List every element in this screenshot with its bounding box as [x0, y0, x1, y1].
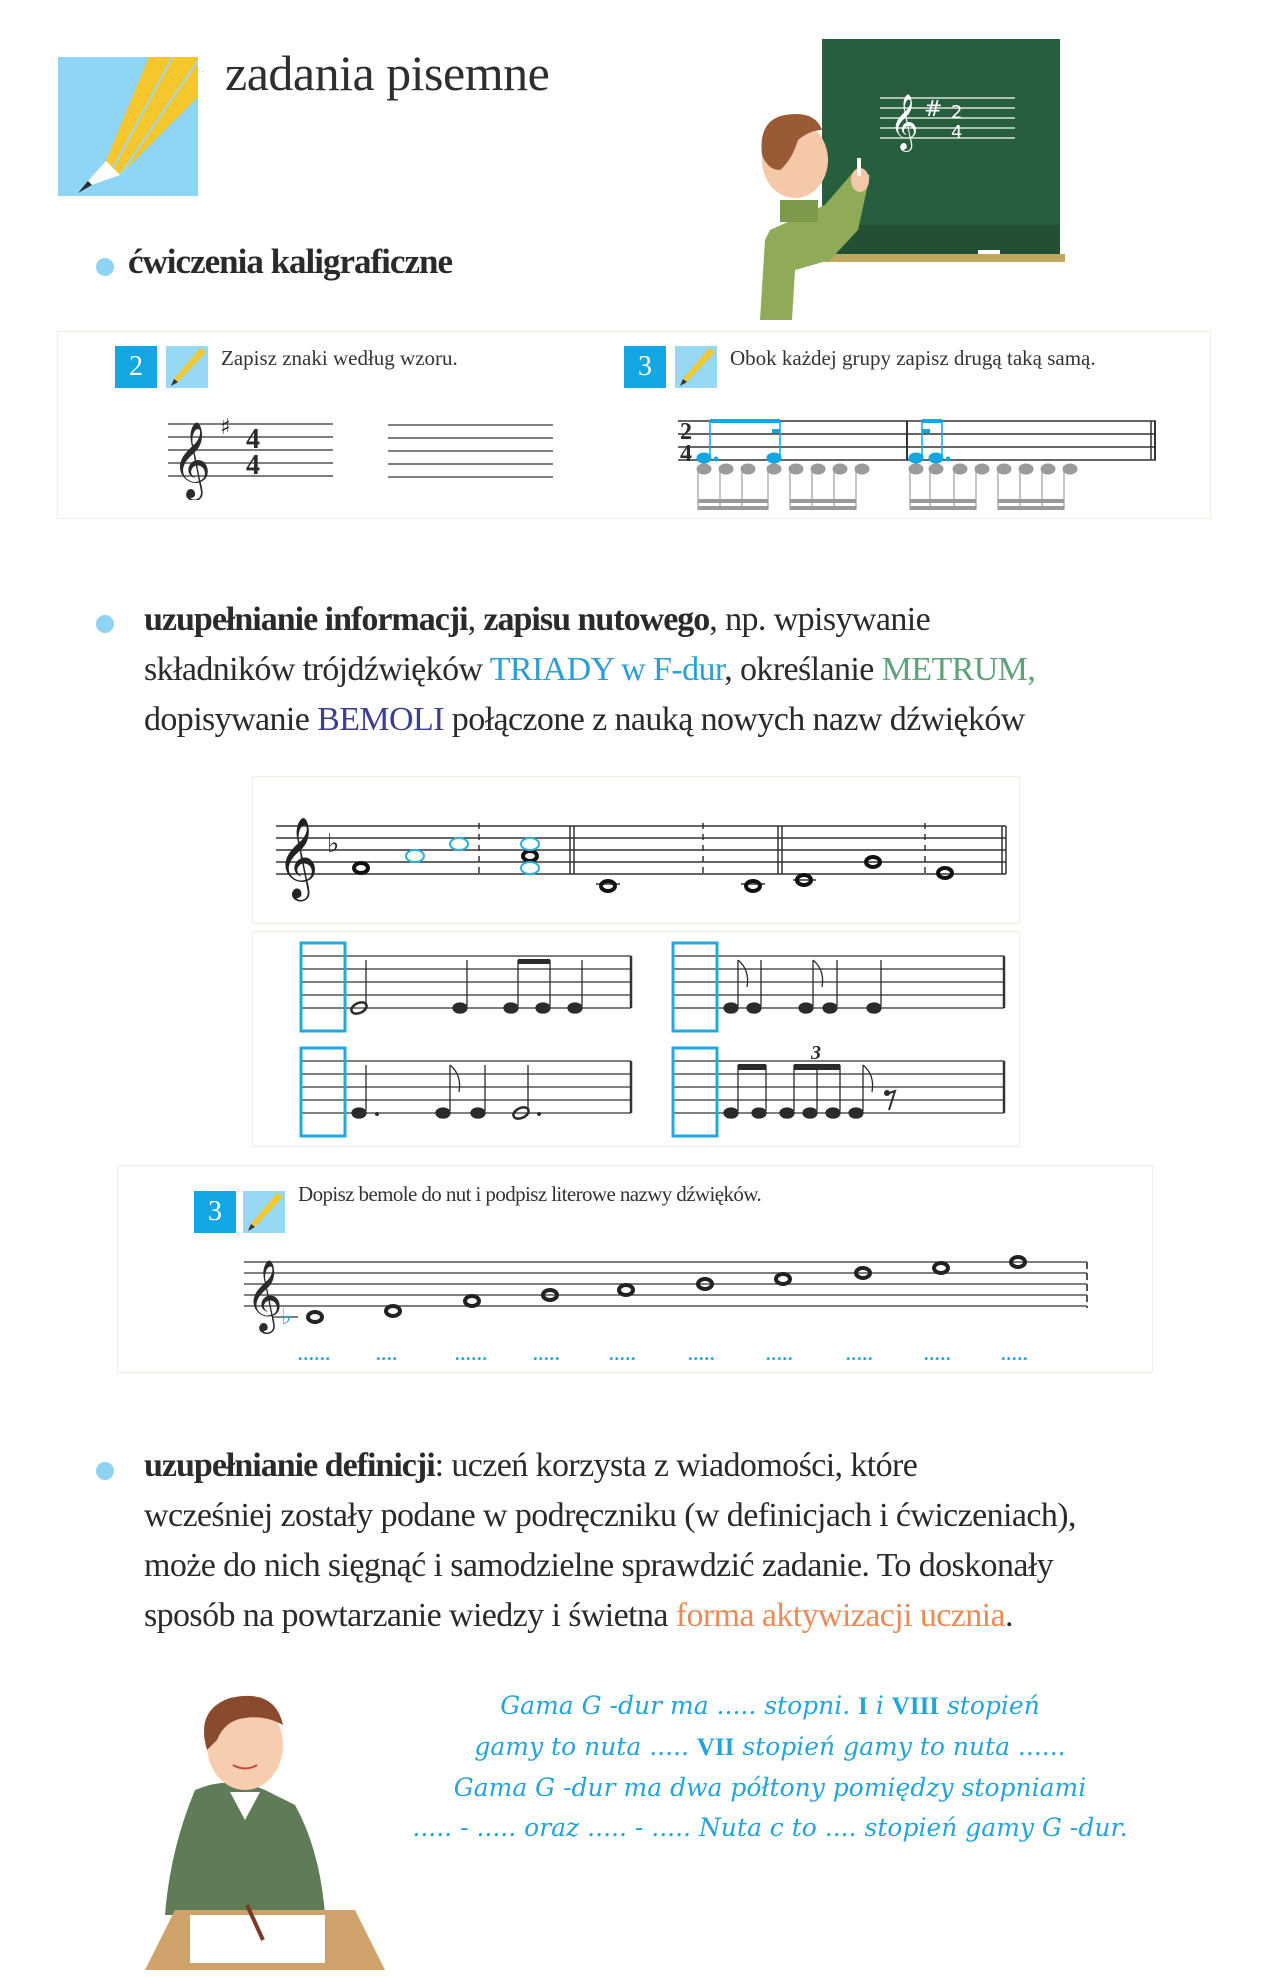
- time-signature-top: 4: [246, 424, 260, 455]
- note-head: [997, 464, 1011, 474]
- svg-text:#: #: [924, 97, 943, 122]
- pencil-icon: [58, 57, 198, 196]
- exercise-instruction: Dopisz bemole do nut i podpisz literowe nazwy dźwięków.: [298, 1182, 762, 1206]
- svg-text:4: 4: [951, 122, 963, 143]
- text: , określanie: [724, 651, 882, 688]
- text: Gama G -dur ma dwa półtony pomiędzy stopniami: [453, 1773, 1087, 1802]
- text: może do nich sięgnąć i samodzielne sprawdzić zadanie. To doskonały: [144, 1547, 1054, 1584]
- note-head: [975, 464, 989, 474]
- page-title: zadania pisemne: [225, 45, 550, 101]
- text: gamy to nuta .....: [474, 1732, 697, 1761]
- roman-numeral: VIII: [891, 1693, 940, 1720]
- roman-numeral: I: [858, 1693, 868, 1720]
- whole-note: [308, 1312, 322, 1322]
- svg-text:2: 2: [951, 102, 963, 123]
- note-name-blank[interactable]: .....: [609, 1344, 637, 1364]
- text: ,: [467, 601, 484, 638]
- time-signature-bottom: 4: [246, 450, 260, 481]
- text: i: [867, 1691, 892, 1720]
- section-heading-kaligrafia: ćwiczenia kaligraficzne: [128, 242, 452, 281]
- note-name-blank[interactable]: ......: [455, 1344, 488, 1364]
- note-head: [741, 464, 755, 474]
- svg-text:𝄞: 𝄞: [172, 421, 212, 498]
- triad-staff: [263, 787, 1013, 917]
- note-head: [697, 464, 711, 474]
- note-head: [909, 464, 923, 474]
- whole-note: [386, 1306, 400, 1316]
- beam: [910, 499, 976, 503]
- note-name-blank[interactable]: ....: [376, 1344, 398, 1364]
- bold-term: uzupełnianie definicji: [144, 1447, 435, 1484]
- note-head: [719, 464, 733, 474]
- note-head: [1063, 464, 1077, 474]
- note-name-blank[interactable]: .....: [924, 1344, 952, 1364]
- note-name-blank[interactable]: .....: [533, 1344, 561, 1364]
- text: wcześniej zostały podane w podręczniku (w definicjach i ćwiczeniach),: [144, 1497, 1076, 1534]
- bemol-exercise-card: [117, 1165, 1153, 1373]
- note-head: [953, 464, 967, 474]
- note-head: [811, 464, 825, 474]
- bold-term: zapisu nutowego: [483, 601, 710, 638]
- text: składników trójdźwięków: [144, 651, 490, 688]
- svg-text:♭: ♭: [327, 829, 340, 859]
- roman-numeral: VII: [696, 1734, 735, 1761]
- note-name-blank[interactable]: .....: [688, 1344, 716, 1364]
- note-head: [833, 464, 847, 474]
- exercise-card-calligraphy: [57, 331, 1211, 519]
- text: Gama G -dur ma ..... stopni.: [500, 1691, 859, 1720]
- bullet-icon: [96, 1462, 114, 1480]
- section-paragraph-uzupelnianie: [144, 595, 1224, 745]
- text: dopisywanie: [144, 701, 318, 738]
- exercise-number-badge: 3: [624, 346, 666, 388]
- worksheet-fill-in-text: [400, 1686, 1140, 1848]
- whole-note: [465, 1296, 479, 1306]
- highlight-triady: TRIADY w F-dur: [489, 651, 725, 688]
- text: , np. wpisywanie: [709, 601, 931, 638]
- rhythm-staff-exercise: [678, 407, 1208, 517]
- time-signature-top: 2: [680, 419, 692, 445]
- exercise-number-badge: 3: [194, 1191, 236, 1233]
- highlight-forma: forma aktywizacji ucznia: [675, 1597, 1005, 1634]
- text: .: [1004, 1597, 1013, 1634]
- text: sposób na powtarzanie wiedzy i świetna: [144, 1597, 676, 1634]
- exercise-instruction: Zapisz znaki według wzoru.: [221, 346, 458, 370]
- music-staff-example: [168, 410, 398, 500]
- beam: [998, 506, 1064, 510]
- section-paragraph-definicje: [144, 1441, 1254, 1641]
- note-name-blank[interactable]: ......: [298, 1344, 331, 1364]
- beam: [790, 506, 856, 510]
- svg-text:𝄞: 𝄞: [277, 816, 319, 898]
- triad-exercise-card: [252, 776, 1020, 924]
- note-head: [1019, 464, 1033, 474]
- text: połączone z nauką nowych nazw dźwięków: [443, 701, 1025, 738]
- empty-staff-for-writing[interactable]: [388, 424, 558, 480]
- note-head: [789, 464, 803, 474]
- note-head: [1041, 464, 1055, 474]
- note-name-blank[interactable]: .....: [766, 1344, 794, 1364]
- highlight-metrum: METRUM,: [881, 651, 1036, 688]
- highlight-bemoli: BEMOLI: [317, 701, 444, 738]
- text: stopień: [939, 1691, 1040, 1720]
- time-signature-bottom: 4: [680, 441, 692, 467]
- boy-at-desk-illustration: [135, 1680, 395, 1970]
- note-head: [855, 464, 869, 474]
- whole-note: [619, 1285, 633, 1295]
- triplet-label: 3: [811, 1042, 821, 1064]
- svg-text:𝄞: 𝄞: [246, 1258, 283, 1331]
- metrum-staves: [253, 932, 1019, 1146]
- note-name-blank[interactable]: .....: [846, 1344, 874, 1364]
- whole-note: [776, 1274, 790, 1284]
- svg-text:𝄞: 𝄞: [890, 94, 919, 150]
- metrum-exercise-card: [252, 931, 1020, 1147]
- note-head: [767, 464, 781, 474]
- bullet-icon: [96, 258, 114, 276]
- text: : uczeń korzysta z wiadomości, które: [434, 1447, 918, 1484]
- exercise-instruction: Obok każdej grupy zapisz drugą taką samą.: [730, 346, 1096, 370]
- text: stopień gamy to nuta ......: [734, 1732, 1066, 1761]
- beam: [698, 506, 768, 510]
- note-head: [929, 464, 943, 474]
- exercise-number-badge: 2: [115, 346, 157, 388]
- beam: [698, 499, 768, 503]
- text: ..... - ..... oraz ..... - ..... Nuta c to .... stopień gamy G -dur.: [412, 1813, 1128, 1842]
- bold-term: uzupełnianie informacji: [144, 601, 468, 638]
- svg-text:♯: ♯: [220, 415, 231, 440]
- flat-sign: ♭: [281, 1305, 292, 1330]
- pencil-icon: [166, 346, 208, 388]
- beam: [910, 506, 976, 510]
- beam: [790, 499, 856, 503]
- bullet-icon: [96, 615, 114, 633]
- pencil-icon: [675, 346, 717, 388]
- whole-note: [934, 1263, 948, 1273]
- beam: [998, 499, 1064, 503]
- note-name-blank[interactable]: .....: [1001, 1344, 1029, 1364]
- boy-at-blackboard-illustration: [740, 30, 1080, 320]
